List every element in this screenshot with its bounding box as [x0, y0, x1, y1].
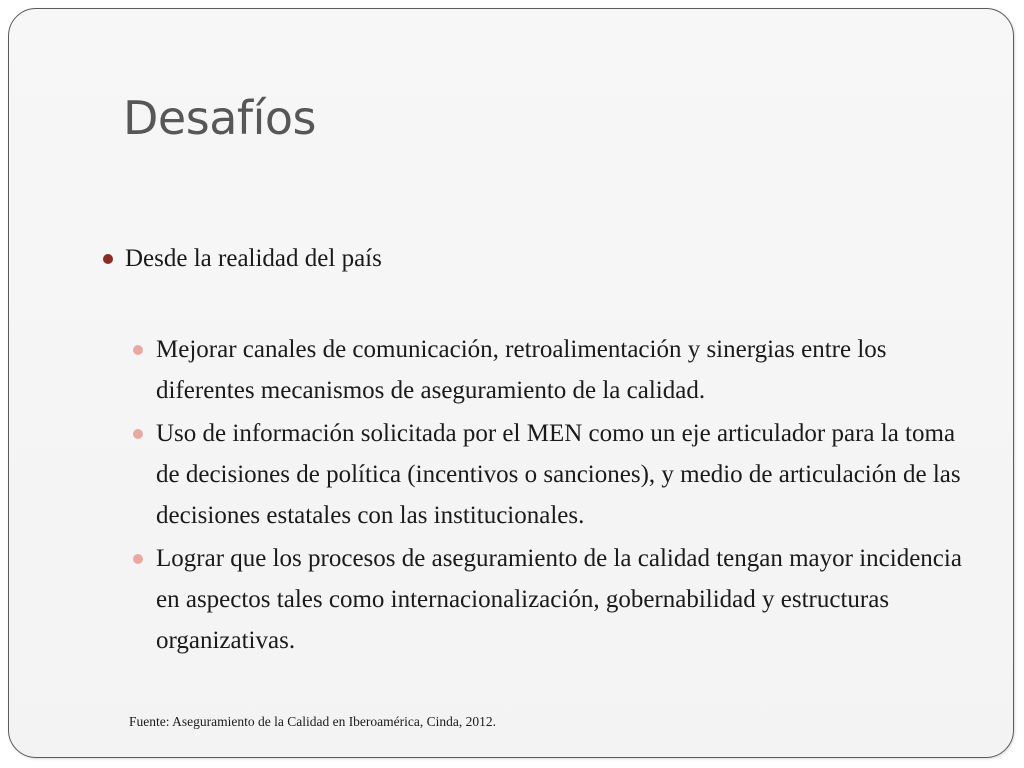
sub-bullet-item: [133, 329, 973, 411]
sub-bullet-dot-icon: [133, 554, 143, 564]
sub-bullet-dot-icon: [133, 429, 143, 439]
sub-bullet-item: [133, 413, 973, 536]
sub-bullet-item: [133, 538, 973, 661]
bullet-dot-icon: [103, 254, 113, 264]
sub-bullet-dot-icon: [133, 345, 143, 355]
source-citation: Fuente: Aseguramiento de la Calidad en Iberoamérica, Cinda, 2012.: [129, 714, 497, 729]
sub-bullet-text: Lograr que los procesos de aseguramiento de la calidad tengan mayor incidencia en aspectos tales como internacionalización, gobernabilidad y estructuras organizativas.: [156, 545, 962, 654]
sub-bullet-text: Mejorar canales de comunicación, retroalimentación y sinergias entre los diferentes mecanismos de aseguramiento de la calidad.: [156, 336, 887, 404]
sub-bullet-text: Uso de información solicitada por el MEN como un eje articulador para la toma de decisiones de política (incentivos o sanciones), y medio de articulación de las decisiones estatales con las institucionales.: [156, 420, 961, 529]
slide-frame: [8, 8, 1014, 758]
slide-title: Desafíos: [123, 91, 316, 145]
sub-bullet-list: [133, 329, 973, 663]
main-bullet-text: Desde la realidad del país: [125, 245, 382, 272]
main-bullet-item: [103, 245, 382, 273]
